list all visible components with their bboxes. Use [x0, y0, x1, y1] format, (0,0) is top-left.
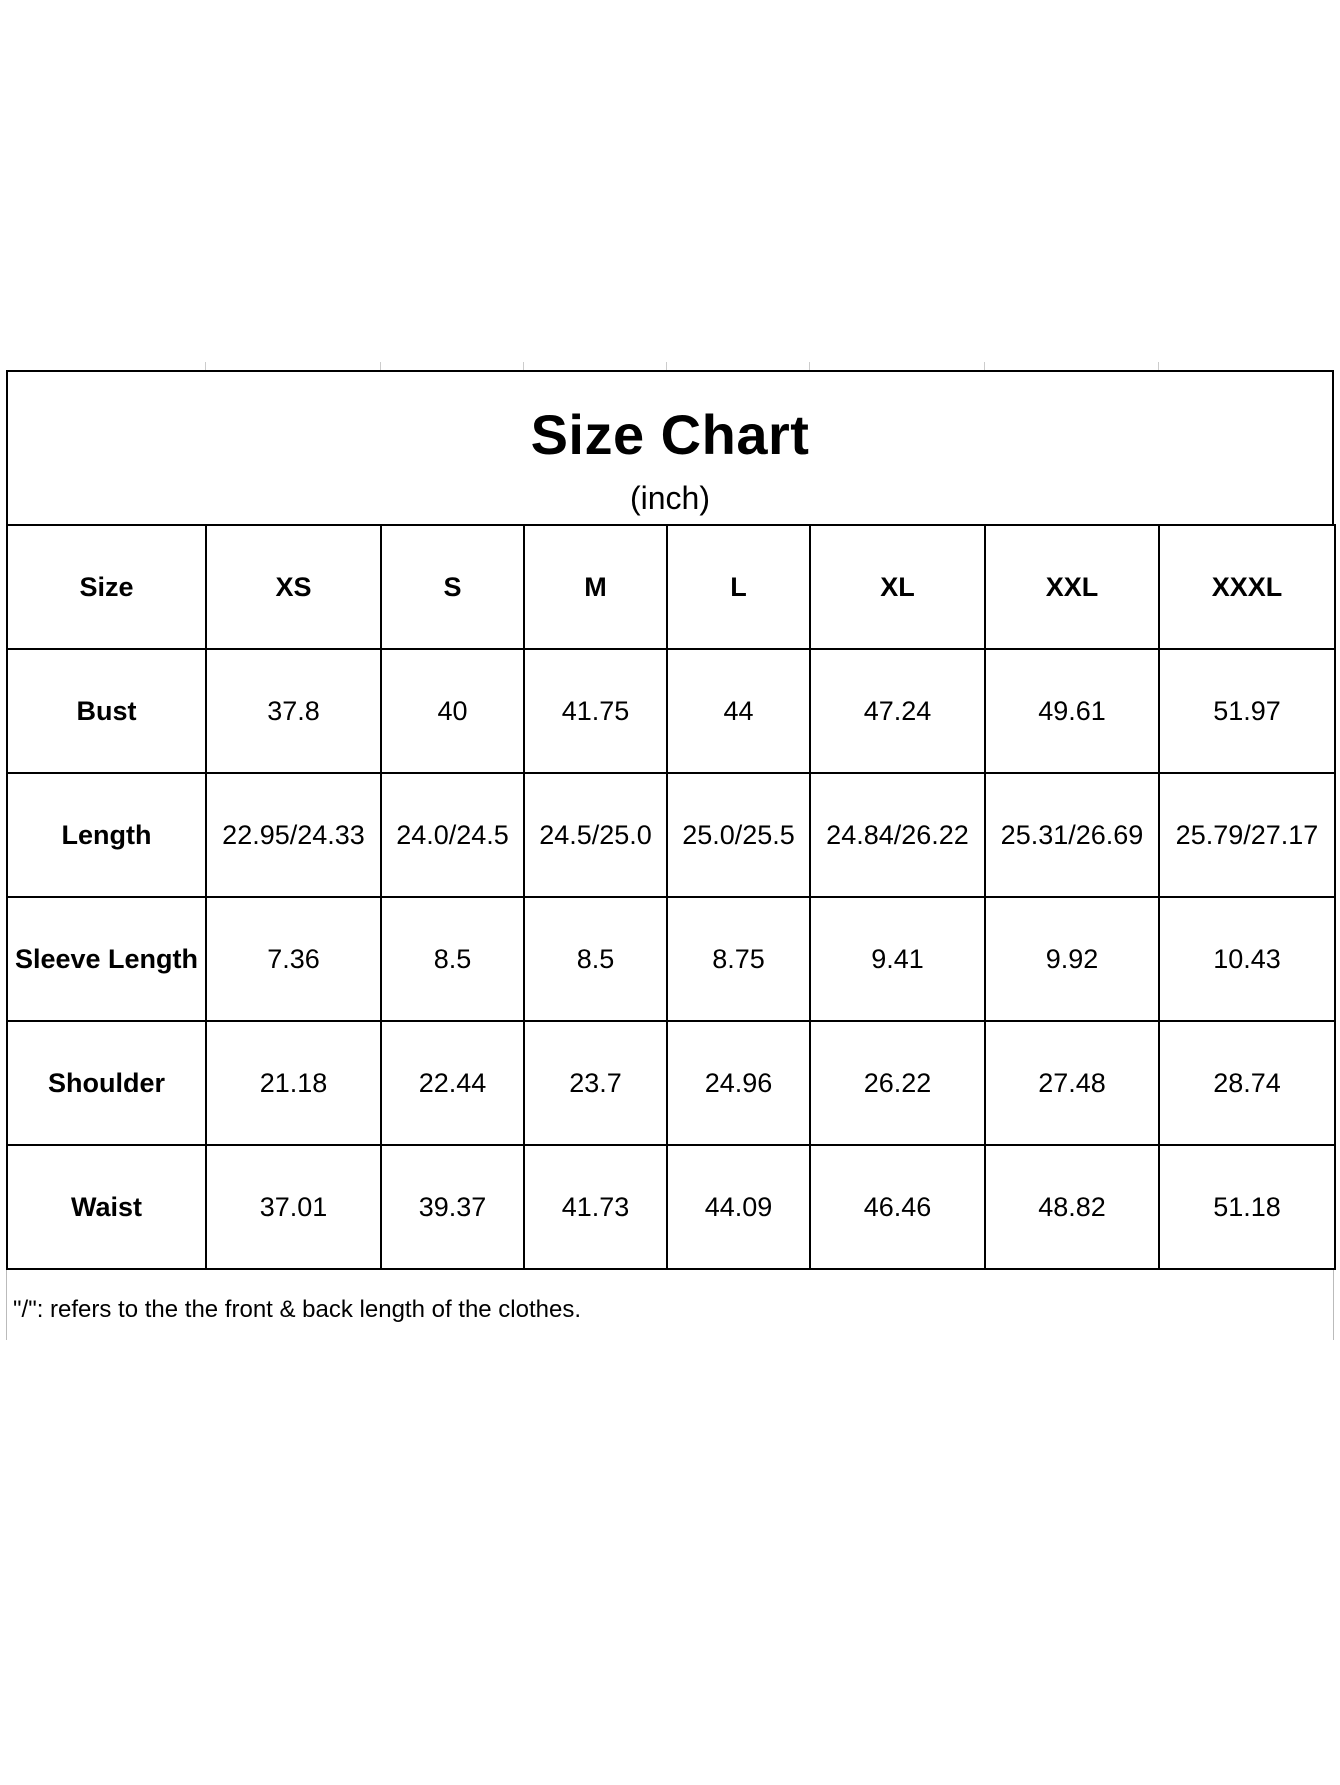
table-cell: 9.92 — [985, 897, 1159, 1021]
column-header: XS — [206, 525, 381, 649]
table-row — [7, 1145, 1335, 1269]
column-header: Size — [7, 525, 206, 649]
size-table — [6, 524, 1336, 1270]
table-cell: 8.75 — [667, 897, 810, 1021]
row-label: Bust — [7, 649, 206, 773]
size-chart-sheet — [6, 370, 1334, 1340]
column-header: L — [667, 525, 810, 649]
column-header: XXL — [985, 525, 1159, 649]
table-cell: 27.48 — [985, 1021, 1159, 1145]
table-cell: 41.75 — [524, 649, 667, 773]
table-cell: 41.73 — [524, 1145, 667, 1269]
footnote: "/": refers to the the front & back length of the clothes. — [13, 1296, 582, 1323]
title-box — [6, 370, 1334, 524]
table-cell: 39.37 — [381, 1145, 524, 1269]
row-label: Waist — [7, 1145, 206, 1269]
table-cell: 10.43 — [1159, 897, 1335, 1021]
column-header: M — [524, 525, 667, 649]
column-header: S — [381, 525, 524, 649]
table-cell: 46.46 — [810, 1145, 985, 1269]
table-cell: 49.61 — [985, 649, 1159, 773]
chart-title: Size Chart — [530, 403, 810, 466]
row-label: Shoulder — [7, 1021, 206, 1145]
table-cell: 48.82 — [985, 1145, 1159, 1269]
table-cell: 23.7 — [524, 1021, 667, 1145]
table-cell: 24.96 — [667, 1021, 810, 1145]
table-cell: 28.74 — [1159, 1021, 1335, 1145]
table-cell: 37.01 — [206, 1145, 381, 1269]
table-cell: 51.18 — [1159, 1145, 1335, 1269]
table-cell: 22.44 — [381, 1021, 524, 1145]
column-header: XXXL — [1159, 525, 1335, 649]
table-cell: 26.22 — [810, 1021, 985, 1145]
table-cell: 51.97 — [1159, 649, 1335, 773]
table-cell: 21.18 — [206, 1021, 381, 1145]
table-cell: 7.36 — [206, 897, 381, 1021]
column-header: XL — [810, 525, 985, 649]
table-cell: 44.09 — [667, 1145, 810, 1269]
table-row — [7, 1021, 1335, 1145]
table-cell: 24.84/26.22 — [810, 773, 985, 897]
table-cell: 25.0/25.5 — [667, 773, 810, 897]
table-header-row — [7, 525, 1335, 649]
row-label: Sleeve Length — [7, 897, 206, 1021]
table-cell: 47.24 — [810, 649, 985, 773]
table-cell: 24.5/25.0 — [524, 773, 667, 897]
table-cell: 22.95/24.33 — [206, 773, 381, 897]
chart-unit: (inch) — [629, 480, 710, 516]
table-row — [7, 897, 1335, 1021]
table-cell: 9.41 — [810, 897, 985, 1021]
table-row — [7, 773, 1335, 897]
table-cell: 44 — [667, 649, 810, 773]
table-cell: 8.5 — [524, 897, 667, 1021]
table-cell: 25.31/26.69 — [985, 773, 1159, 897]
footnote-area — [6, 1270, 1334, 1340]
table-row — [7, 649, 1335, 773]
row-label: Length — [7, 773, 206, 897]
table-cell: 40 — [381, 649, 524, 773]
table-cell: 8.5 — [381, 897, 524, 1021]
table-cell: 24.0/24.5 — [381, 773, 524, 897]
table-cell: 37.8 — [206, 649, 381, 773]
table-cell: 25.79/27.17 — [1159, 773, 1335, 897]
